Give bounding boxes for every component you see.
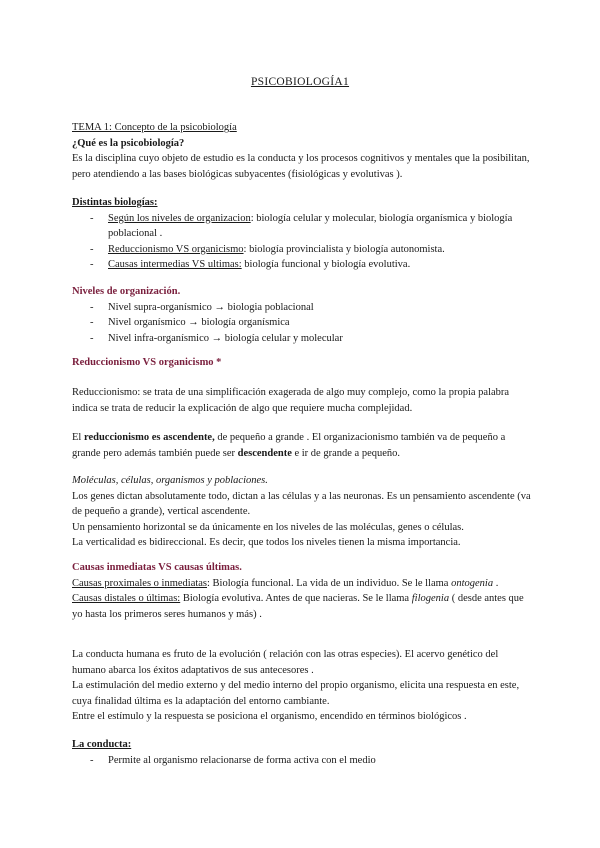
reduccionismo-heading-block [72, 355, 532, 371]
question-heading: ¿Qué es la psicobiología? [72, 137, 185, 149]
conducta-paragraphs: La conducta humana es fruto de la evolución ( relación con las otras especies). El acervo genético del humano abarca los éxitos adaptativos de sus antecesores . La estimulación del medio externo y del medio interno del propio organismo, elicita una respuesta en este, cuya finalidad última es la adaptación del entorno cambiante. Entre el estímulo y la respuesta se posiciona el organismo, encendido en términos biológicos . [72, 649, 520, 722]
list-item: - Según los niveles de organizacion: biología celular y molecular, biología organísmica y biología poblacional . [72, 211, 532, 242]
reduccionismo-heading: Reduccionismo VS organicismo * [72, 357, 222, 368]
list-item: - Permite al organismo relacionarse de forma activa con el medio [72, 753, 532, 769]
conducta-heading: La conducta: [72, 739, 132, 750]
list-item: - Reduccionismo VS organicismo: biología provincialista y biología autonomista. [72, 242, 532, 258]
niveles-explanation: Moléculas, células, organismos y poblaciones. Los genes dictan absolutamente todo, dictan a las células y a las neuronas. Es un pensamiento ascendente (va de pequeño a grande), vertical ascendente. Un pensamiento horizontal se da únicamente en los niveles de las moléculas, genes o células. La verticalidad es bidireccional. Es decir, que todos los niveles tienen la misma importancia. [72, 475, 531, 548]
list-item: - Nivel infra-organísmico → biología celular y molecular [72, 331, 532, 347]
reduccionismo-definition: Reduccionismo: se trata de una simplificación exagerada de algo muy complejo, como la propia palabra indica se trata de reducir la explicación de algo que requiere mucha complejidad. [72, 387, 510, 414]
list-item: - Nivel supra-organísmico → biologia poblacional [72, 300, 532, 316]
tema-section [72, 120, 532, 182]
italic-levels-line: Moléculas, células, organismos y poblaciones. [72, 475, 268, 486]
niveles-list [72, 300, 532, 347]
niveles-section [72, 284, 532, 346]
reduccionismo-ascendente: El reduccionismo es ascendente, de pequeño a grande . El organizacionismo también va de pequeño a grande pero además también puede ser descendente e ir de grande a pequeño. [72, 432, 506, 459]
definition-paragraph: Es la disciplina cuyo objeto de estudio es la conducta y los procesos cognitivos y mentales que la posibilitan, pero atendiendo a las bases biológicas subyacentes (fisiológicas y evolutivas ). [72, 153, 530, 180]
conducta-section [72, 737, 532, 768]
tema-heading: TEMA 1: Concepto de la psicobiología [72, 122, 237, 133]
niveles-heading: Niveles de organización. [72, 286, 181, 297]
biologias-list [72, 211, 532, 273]
biologias-heading: Distintas biologías: [72, 197, 158, 208]
causas-distales: Causas distales o últimas: Biología evolutiva. Antes de que nacieras. Se le llama filogenia ( desde antes que yo hasta los primeros seres humanos y más) . [72, 593, 524, 620]
list-item: - Causas intermedias VS ultimas: biología funcional y biología evolutiva. [72, 257, 532, 273]
conducta-list [72, 753, 532, 769]
list-item: - Nivel organísmico → biología organísmica [72, 315, 532, 331]
causas-section [72, 560, 532, 622]
causas-heading: Causas inmediatas VS causas últimas. [72, 562, 242, 573]
causas-proximales: Causas proximales o inmediatas: Biología funcional. La vida de un individuo. Se le llama ontogenia . [72, 577, 499, 589]
document-title: PSICOBIOLOGÍA1 [250, 76, 350, 88]
biologias-section [72, 195, 532, 273]
